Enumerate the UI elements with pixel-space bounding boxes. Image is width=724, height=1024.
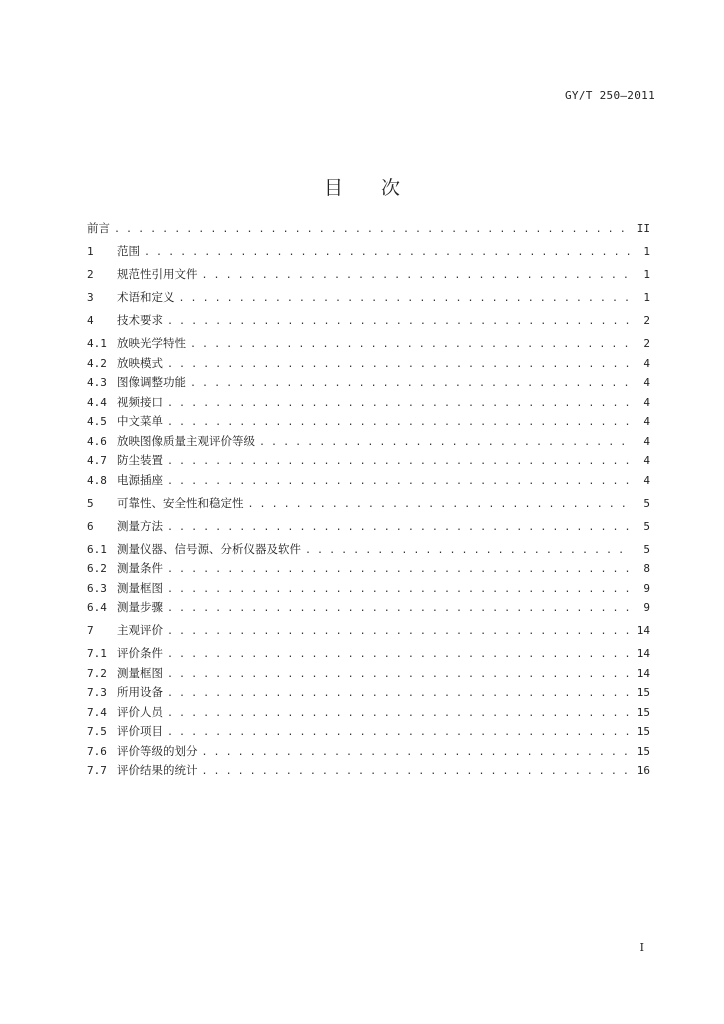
toc-entry[interactable] <box>87 560 650 580</box>
toc-entry-page: 15 <box>636 725 650 738</box>
toc-entry-page: 1 <box>643 268 650 281</box>
toc-entry[interactable] <box>87 518 650 538</box>
toc-leader-dots <box>190 339 632 350</box>
toc-entry-number: 7.3 <box>87 686 107 699</box>
toc-entry-number: 6.4 <box>87 601 107 614</box>
toc-entry-number: 4.4 <box>87 395 107 409</box>
toc-entry[interactable] <box>87 289 650 309</box>
title-char-1: 目 <box>323 176 343 199</box>
toc-entry-title: 测量框图 <box>117 580 163 595</box>
toc-entry-title: 技术要求 <box>117 313 163 327</box>
toc-entry-title: 放映模式 <box>117 355 163 370</box>
toc-entry[interactable] <box>87 413 650 433</box>
toc-leader-dots <box>167 626 632 637</box>
page-title <box>0 173 724 200</box>
toc-entry-title: 术语和定义 <box>117 290 175 304</box>
toc-entry-title: 测量方法 <box>117 518 163 533</box>
toc-entry[interactable] <box>87 622 650 642</box>
toc-entry-page: 9 <box>643 601 650 614</box>
toc-entry-number: 7.4 <box>87 705 107 719</box>
toc-entry-page: 4 <box>643 415 650 428</box>
toc-entry-title: 放映光学特性 <box>117 336 186 350</box>
toc-entry[interactable] <box>87 452 650 472</box>
toc-entry-title: 范围 <box>117 244 140 258</box>
toc-entry-title: 评价人员 <box>117 704 163 719</box>
toc-leader-dots <box>305 545 632 556</box>
toc-entry-title: 可靠性、安全性和稳定性 <box>117 495 244 510</box>
toc-entry[interactable] <box>87 394 650 414</box>
toc-entry-number: 3 <box>87 291 94 304</box>
toc-entry-number: 2 <box>87 268 94 281</box>
toc-entry-title: 前言 <box>87 221 110 235</box>
toc-entry[interactable] <box>87 599 650 619</box>
toc-entry[interactable] <box>87 472 650 492</box>
toc-entry-page: 4 <box>643 473 650 487</box>
toc-entry-page: 5 <box>643 496 650 510</box>
toc-entry-number: 7.6 <box>87 744 107 758</box>
toc-leader-dots <box>179 293 633 304</box>
toc-entry-page: 1 <box>643 245 650 258</box>
toc-entry[interactable] <box>87 665 650 685</box>
toc-entry-page: 9 <box>643 581 650 595</box>
toc-entry-number: 4.3 <box>87 376 107 389</box>
standard-code: GY/T 250—2011 <box>565 89 655 102</box>
toc-entry[interactable] <box>87 335 650 355</box>
toc-entry-page: 15 <box>636 744 650 758</box>
toc-entry[interactable] <box>87 266 650 286</box>
toc-entry[interactable] <box>87 743 650 763</box>
toc-entry[interactable] <box>87 762 650 782</box>
toc-leader-dots <box>259 437 632 448</box>
toc-entry-number: 4.6 <box>87 434 107 448</box>
toc-entry-page: 4 <box>643 434 650 448</box>
toc-entry-page: 4 <box>643 395 650 409</box>
toc-leader-dots <box>202 766 633 777</box>
toc-leader-dots <box>167 564 632 575</box>
toc-entry[interactable] <box>87 243 650 263</box>
page-number: I <box>639 941 644 954</box>
toc-entry-title: 图像调整功能 <box>117 375 186 389</box>
toc-entry-title: 主观评价 <box>117 623 163 637</box>
toc-leader-dots <box>167 522 632 533</box>
toc-leader-dots <box>167 359 632 370</box>
toc-entry[interactable] <box>87 433 650 453</box>
title-char-2: 次 <box>381 176 401 199</box>
toc-leader-dots <box>114 224 632 235</box>
toc-entry-number: 7 <box>87 624 94 637</box>
toc-entry-number: 4.7 <box>87 454 107 467</box>
toc-entry-page: 4 <box>643 376 650 389</box>
toc-entry-title: 测量仪器、信号源、分析仪器及软件 <box>117 541 301 556</box>
toc-entry[interactable] <box>87 684 650 704</box>
toc-entry-number: 1 <box>87 245 94 258</box>
toc-leader-dots <box>248 499 633 510</box>
toc-leader-dots <box>144 247 632 258</box>
toc-leader-dots <box>167 398 632 409</box>
toc-entry-page: II <box>636 222 650 235</box>
toc-entry-title: 评价条件 <box>117 646 163 660</box>
toc-entry-page: 2 <box>643 337 650 350</box>
toc-entry-title: 视频接口 <box>117 394 163 409</box>
toc-entry-number: 4.2 <box>87 356 107 370</box>
toc-entry-page: 14 <box>636 624 650 637</box>
toc-entry-number: 7.1 <box>87 647 107 660</box>
toc-entry-page: 15 <box>636 686 650 699</box>
toc-entry-number: 7.2 <box>87 666 107 680</box>
toc-entry-page: 16 <box>636 764 650 777</box>
toc-leader-dots <box>167 316 632 327</box>
toc-entry-number: 4 <box>87 314 94 327</box>
toc-entry-page: 4 <box>643 356 650 370</box>
toc-leader-dots <box>167 688 632 699</box>
toc-entry-title: 评价等级的划分 <box>117 743 198 758</box>
toc-entry-title: 评价项目 <box>117 724 163 738</box>
toc-entry[interactable] <box>87 580 650 600</box>
toc-entry[interactable] <box>87 704 650 724</box>
toc-leader-dots <box>167 417 632 428</box>
toc-entry[interactable] <box>87 495 650 515</box>
toc-entry[interactable] <box>87 220 650 240</box>
toc-leader-dots <box>167 456 632 467</box>
toc-entry[interactable] <box>87 355 650 375</box>
toc-entry-title: 电源插座 <box>117 472 163 487</box>
toc-entry-page: 1 <box>643 291 650 304</box>
toc-entry[interactable] <box>87 312 650 332</box>
toc-entry-number: 6 <box>87 519 94 533</box>
toc-entry[interactable] <box>87 374 650 394</box>
toc-entry-page: 4 <box>643 454 650 467</box>
toc-leader-dots <box>167 669 632 680</box>
table-of-contents <box>87 220 650 782</box>
toc-leader-dots <box>202 270 633 281</box>
toc-entry-number: 4.1 <box>87 337 107 350</box>
toc-leader-dots <box>167 727 632 738</box>
toc-leader-dots <box>167 603 632 614</box>
toc-entry-title: 测量条件 <box>117 561 163 575</box>
toc-entry-title: 防尘装置 <box>117 453 163 467</box>
toc-entry[interactable] <box>87 541 650 561</box>
toc-entry-page: 14 <box>636 666 650 680</box>
toc-entry-number: 7.7 <box>87 764 107 777</box>
toc-leader-dots <box>167 649 632 660</box>
toc-entry-page: 5 <box>643 542 650 556</box>
toc-entry-title: 中文菜单 <box>117 414 163 428</box>
toc-entry-title: 放映图像质量主观评价等级 <box>117 433 255 448</box>
toc-entry-page: 2 <box>643 314 650 327</box>
toc-entry-number: 6.2 <box>87 562 107 575</box>
toc-entry-page: 15 <box>636 705 650 719</box>
toc-entry-title: 测量步骤 <box>117 600 163 614</box>
toc-entry-page: 5 <box>643 519 650 533</box>
toc-entry[interactable] <box>87 723 650 743</box>
toc-leader-dots <box>167 584 632 595</box>
toc-entry-number: 5 <box>87 496 94 510</box>
toc-entry-number: 6.3 <box>87 581 107 595</box>
toc-entry-title: 规范性引用文件 <box>117 267 198 281</box>
toc-leader-dots <box>202 747 633 758</box>
toc-leader-dots <box>167 476 632 487</box>
toc-entry-page: 8 <box>643 562 650 575</box>
toc-entry[interactable] <box>87 645 650 665</box>
toc-leader-dots <box>167 708 632 719</box>
toc-leader-dots <box>190 378 632 389</box>
toc-entry-number: 7.5 <box>87 725 107 738</box>
toc-entry-title: 评价结果的统计 <box>117 763 198 777</box>
toc-entry-number: 6.1 <box>87 542 107 556</box>
toc-entry-number: 4.5 <box>87 415 107 428</box>
toc-entry-number: 4.8 <box>87 473 107 487</box>
toc-entry-title: 测量框图 <box>117 665 163 680</box>
toc-entry-title: 所用设备 <box>117 685 163 699</box>
toc-entry-page: 14 <box>636 647 650 660</box>
